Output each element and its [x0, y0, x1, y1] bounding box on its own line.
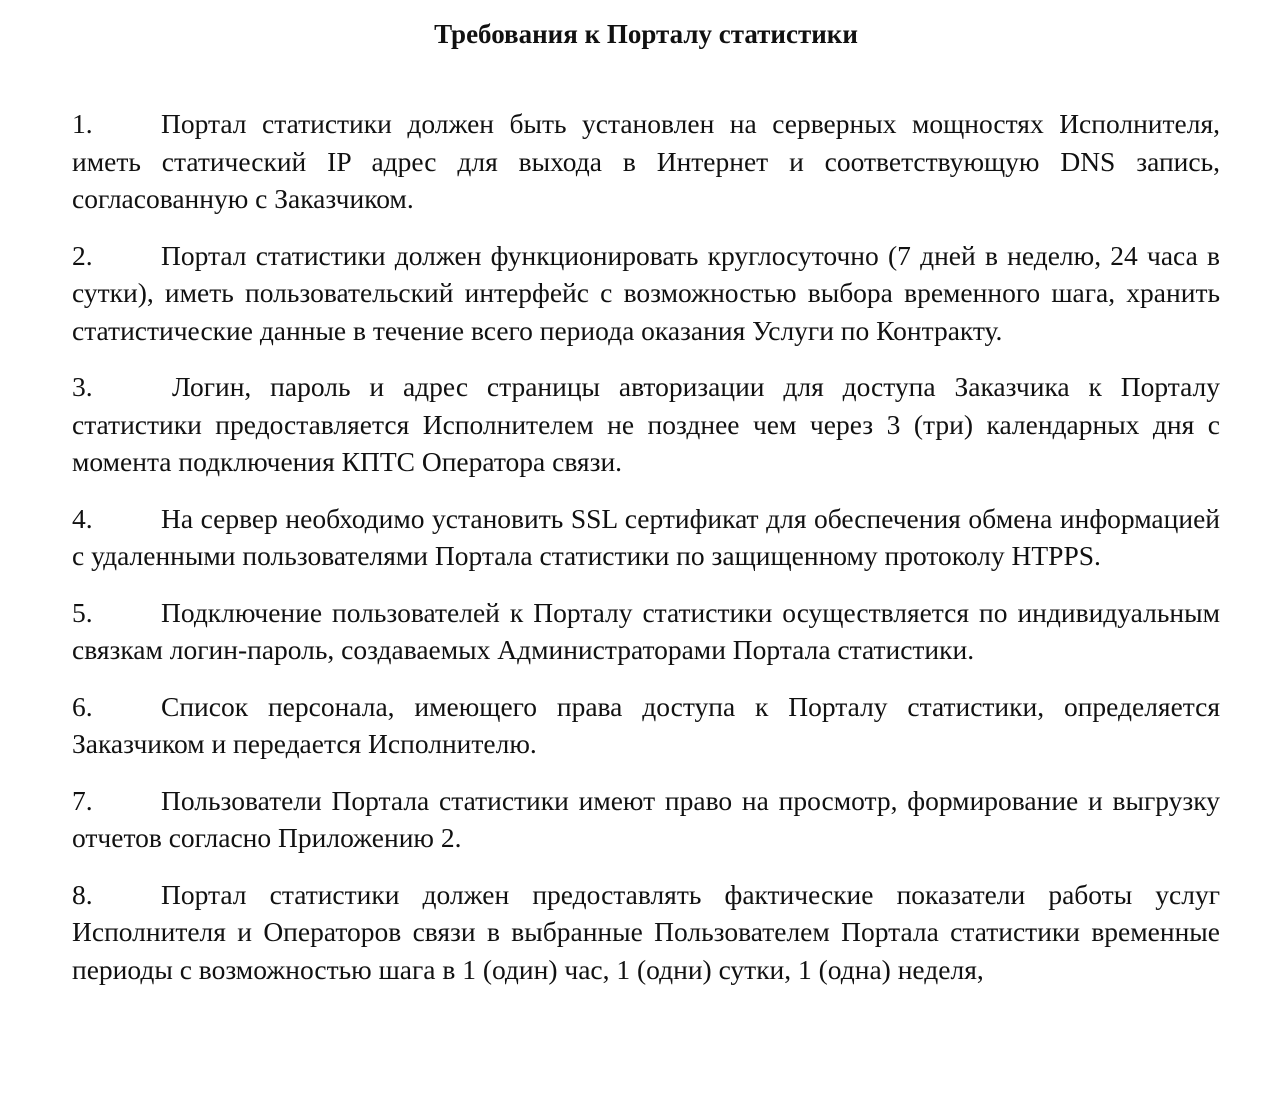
item-text: Список персонала, имеющего права доступа к Порталу статистики, определяется Заказчиком и передается Исполнителю.: [72, 690, 1220, 759]
document-title: Требования к Порталу статистики: [434, 19, 858, 49]
requirements-list: [72, 105, 1220, 988]
item-text: На сервер необходимо установить SSL сертификат для обеспечения обмена информацией с удаленными пользователями Портала статистики по защищенному протоколу HTPPS.: [72, 502, 1220, 571]
list-item: [72, 876, 1220, 989]
item-text: Портал статистики должен быть установлен на серверных мощностях Исполнителя, иметь статический IP адрес для выхода в Интернет и соответствующую DNS запись, согласованную с Заказчиком.: [72, 108, 1220, 214]
list-item: [72, 782, 1220, 857]
item-number: 8.: [72, 878, 93, 910]
list-item: [72, 105, 1220, 218]
item-number: 5.: [72, 596, 93, 628]
list-item: [72, 237, 1220, 350]
list-item: [72, 688, 1220, 763]
list-item: [72, 594, 1220, 669]
item-text: Подключение пользователей к Порталу статистики осуществляется по индивидуальным связкам логин-пароль, создаваемых Администраторами Портала статистики.: [72, 596, 1220, 665]
list-item: [72, 368, 1220, 481]
item-number: 1.: [72, 108, 93, 139]
item-number: 4.: [72, 502, 93, 534]
item-number: 2.: [72, 239, 93, 271]
item-number: 3.: [72, 371, 93, 402]
item-number: 6.: [72, 690, 93, 722]
item-text: Логин, пароль и адрес страницы авторизации для доступа Заказчика к Порталу статистики предоставляется Исполнителем не позднее чем через 3 (три) календарных дня с момента подключения КПТС Оператора связи.: [72, 371, 1220, 477]
item-text: Пользователи Портала статистики имеют право на просмотр, формирование и выгрузку отчетов согласно Приложению 2.: [72, 784, 1220, 853]
item-text: Портал статистики должен предоставлять фактические показатели работы услуг Исполнителя и Операторов связи в выбранные Пользователем Портала статистики временные периоды с возможностью шага в 1 (один) час, 1 (одни) сутки, 1 (одна) неделя,: [72, 878, 1220, 985]
list-item: [72, 500, 1220, 575]
item-number: 7.: [72, 784, 93, 816]
item-text: Портал статистики должен функционировать круглосуточно (7 дней в неделю, 24 часа в сутки), иметь пользовательский интерфейс с возможностью выбора временного шага, хранить статистические данные в течение всего периода оказания Услуги по Контракту.: [72, 239, 1220, 346]
document-page: [72, 0, 1220, 1007]
